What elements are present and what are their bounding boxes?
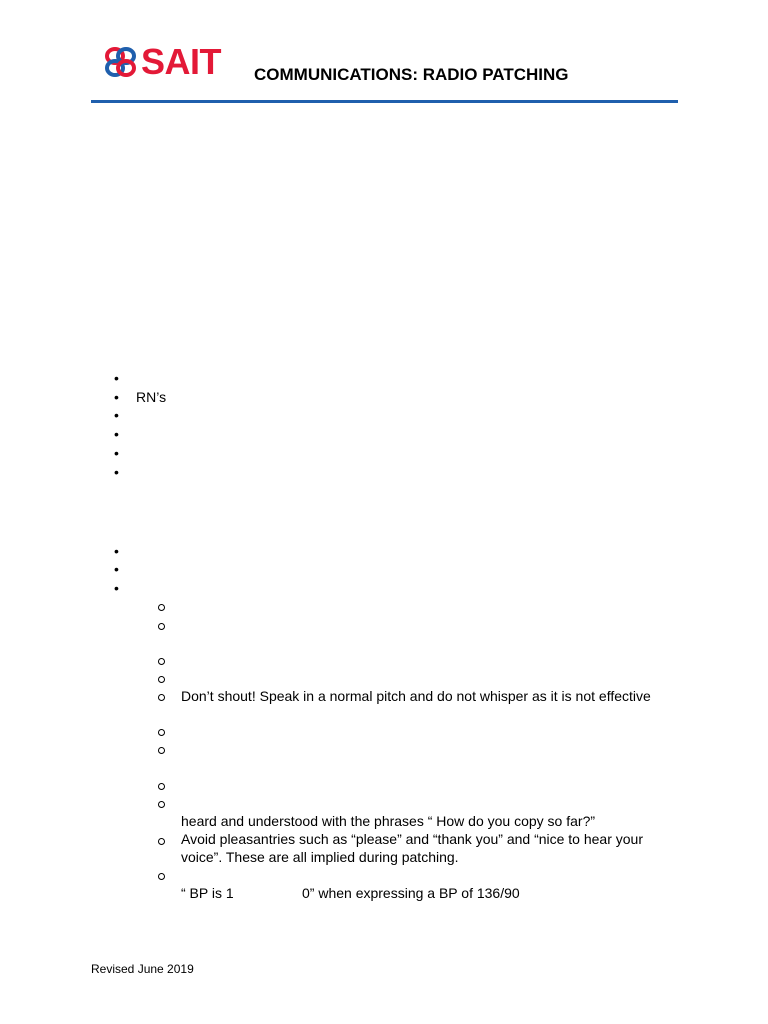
sub-bullet-marker: [158, 729, 165, 736]
sub-bullet-marker: [158, 783, 165, 790]
sub-bullet-marker: [158, 747, 165, 754]
list-item-bp-part2: 0” when expressing a BP of 136/90: [302, 885, 520, 901]
bullet-marker: •: [114, 445, 119, 461]
header-divider: [91, 100, 678, 103]
logo-text: SAIT: [141, 41, 222, 82]
sait-logo-icon: [104, 44, 138, 80]
footer-revised: Revised June 2019: [91, 962, 194, 976]
list-item-pleasantries-line1: Avoid pleasantries such as “please” and “thank you” and “nice to hear your: [181, 831, 644, 847]
list-item-bp-part1: “ BP is 1: [181, 885, 234, 901]
list-item-copy-phrase: heard and understood with the phrases “ How do you copy so far?”: [181, 813, 596, 829]
bullet-marker: •: [114, 426, 119, 442]
bullet-marker: •: [114, 561, 119, 577]
bullet-marker: •: [114, 543, 119, 559]
sub-bullet-marker: [158, 801, 165, 808]
sub-bullet-marker: [158, 623, 165, 630]
list-item: RN’s: [136, 389, 167, 405]
sub-bullet-marker: [158, 838, 165, 845]
list-item-dont-shout: Don’t shout! Speak in a normal pitch and do not whisper as it is not effective: [181, 688, 651, 704]
bullet-marker: •: [114, 370, 119, 386]
bullet-marker: •: [114, 407, 119, 423]
list-item-pleasantries-line2: voice”. These are all implied during patching.: [181, 849, 459, 865]
bullet-marker: •: [114, 389, 119, 405]
bullet-marker: •: [114, 464, 119, 480]
bullet-marker: •: [114, 580, 119, 596]
sub-bullet-marker: [158, 604, 165, 611]
sait-logo: [104, 41, 222, 82]
page-title: COMMUNICATIONS: RADIO PATCHING: [254, 65, 569, 84]
sub-bullet-marker: [158, 873, 165, 880]
sub-bullet-marker: [158, 676, 165, 683]
sub-bullet-marker: [158, 658, 165, 665]
sub-bullet-marker: [158, 694, 165, 701]
